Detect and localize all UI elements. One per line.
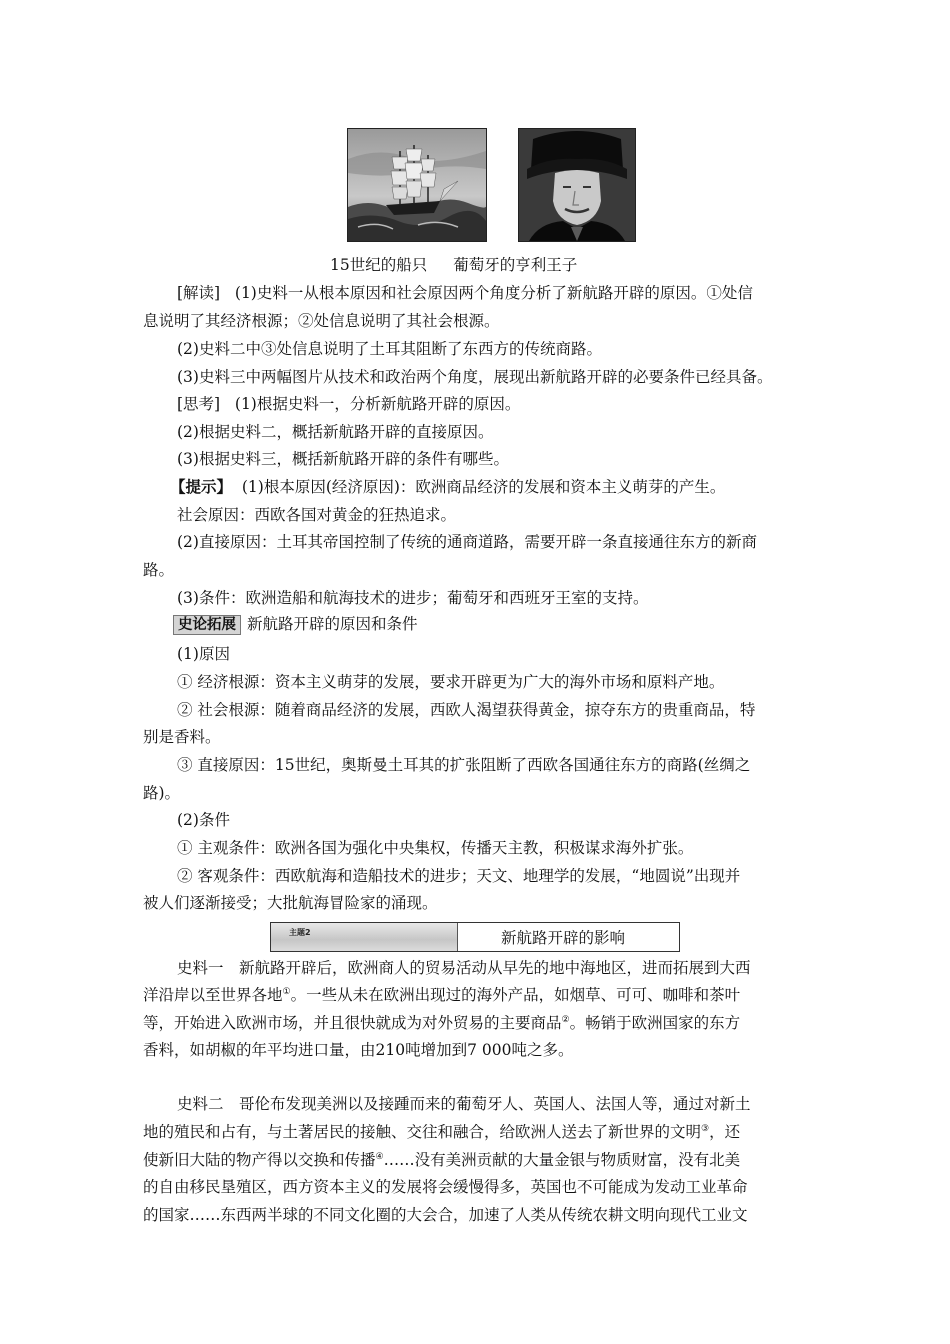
hint-label: 【提示】 (170, 477, 233, 496)
ship-caption: 15世纪的船只 (330, 256, 428, 274)
think-question-2: (2)根据史料二，概括新航路开辟的直接原因。 (177, 423, 494, 441)
material2-text-3a: 使新旧大陆的物产得以交换和传播 (143, 1151, 376, 1169)
interpretation-line-2: (2)史料二中③处信息说明了土耳其阻断了东西方的传统商路。 (177, 340, 602, 358)
reason-3a: ③ 直接原因：15世纪，奥斯曼土耳其的扩张阻断了西欧各国通往东方的商路(丝绸之 (177, 756, 751, 774)
topic-2-title: 新航路开辟的影响 (501, 929, 626, 947)
material2-line-2 (143, 1120, 740, 1142)
figures-row (347, 128, 607, 240)
portrait-image (518, 128, 636, 242)
material1-text-3b: 。畅销于欧洲国家的东方 (569, 1014, 741, 1032)
extension-heading (173, 612, 418, 635)
condition-2a: ② 客观条件：西欧航海和造船技术的进步；天文、地理学的发展，“地圆说”出现并 (177, 867, 741, 885)
footnote-marker-1: ① (282, 986, 291, 997)
reasons-heading: (1)原因 (177, 645, 230, 663)
material1-line-3 (143, 1011, 740, 1033)
extension-title: 新航路开辟的原因和条件 (247, 615, 418, 633)
topic-2-label: 主题2 (289, 928, 311, 937)
material1-line-1: 史料一 新航路开辟后，欧洲商人的贸易活动从早先的地中海地区，进而拓展到大西 (177, 959, 751, 977)
interpretation-line-1b: 息说明了其经济根源；②处信息说明了其社会根源。 (143, 312, 500, 330)
think-question-1: (1)根据史料一，分析新航路开辟的原因。 (234, 395, 521, 413)
material2-text-3b: ……没有美洲贡献的大量金银与物质财富，没有北美 (383, 1151, 741, 1169)
topic-2-label-box (271, 923, 458, 951)
material1-text-2b: 。一些从未在欧洲出现过的海外产品，如烟草、可可、咖啡和茶叶 (290, 986, 741, 1004)
material1-line-4: 香料，如胡椒的年平均进口量，由210吨增加到7 000吨之多。 (143, 1041, 574, 1059)
material2-line-5: 的国家……东西两半球的不同文化圈的大会合，加速了人类从传统农耕文明向现代工业文 (143, 1206, 748, 1224)
interpretation-line-1 (177, 281, 753, 303)
hint-answer-3: (3)条件：欧洲造船和航海技术的进步；葡萄牙和西班牙王室的支持。 (177, 589, 649, 607)
material1-text-3a: 等，开始进入欧洲市场，并且很快就成为对外贸易的主要商品 (143, 1014, 562, 1032)
sailing-ship-image (347, 128, 487, 242)
conditions-heading: (2)条件 (177, 811, 230, 829)
material2-line-3 (143, 1148, 740, 1170)
material2-text-2b: ，还 (709, 1123, 741, 1141)
reason-2b: 别是香料。 (143, 728, 221, 746)
hint-line-1 (170, 475, 725, 497)
think-label: [思考] (177, 395, 221, 413)
think-line-1 (177, 392, 520, 414)
reason-1: ① 经济根源：资本主义萌芽的发展，要求开辟更为广大的海外市场和原料产地。 (177, 673, 725, 691)
material2-text-2a: 地的殖民和占有，与土著居民的接触、交往和融合，给欧洲人送去了新世界的文明 (143, 1123, 702, 1141)
condition-1: ① 主观条件：欧洲各国为强化中央集权，传播天主教，积极谋求海外扩张。 (177, 839, 694, 857)
figure-captions (330, 253, 577, 275)
footnote-marker-2: ② (561, 1014, 570, 1025)
interpretation-text-1a: (1)史料一从根本原因和社会原因两个角度分析了新航路开辟的原因。①处信 (234, 284, 753, 302)
material1-text-2a: 洋沿岸以至世界各地 (143, 986, 283, 1004)
material1-line-2 (143, 983, 740, 1005)
interpretation-line-3: (3)史料三中两幅图片从技术和政治两个角度，展现出新航路开辟的必要条件已经具备。 (177, 368, 773, 386)
topic-2-banner (270, 922, 680, 952)
prince-caption: 葡萄牙的亨利王子 (453, 256, 578, 274)
hint-answer-2a: (2)直接原因：土耳其帝国控制了传统的通商道路，需要开辟一条直接通往东方的新商 (177, 533, 757, 551)
interpretation-label: [解读] (177, 284, 221, 302)
material2-line-1: 史料二 哥伦布发现美洲以及接踵而来的葡萄牙人、英国人、法国人等，通过对新土 (177, 1095, 751, 1113)
condition-2b: 被人们逐渐接受；大批航海冒险家的涌现。 (143, 894, 438, 912)
hint-answer-1: (1)根本原因(经济原因)：欧洲商品经济的发展和资本主义萌芽的产生。 (241, 478, 726, 496)
footnote-marker-3: ③ (701, 1123, 710, 1134)
reason-2a: ② 社会根源：随着商品经济的发展，西欧人渴望获得黄金，掠夺东方的贵重商品，特 (177, 701, 756, 719)
think-question-3: (3)根据史料三，概括新航路开辟的条件有哪些。 (177, 450, 509, 468)
reason-3b: 路)。 (143, 784, 181, 802)
material2-line-4: 的自由移民垦殖区，西方资本主义的发展将会缓慢得多，英国也不可能成为发动工业革命 (143, 1178, 748, 1196)
hint-answer-1b: 社会原因：西欧各国对黄金的狂热追求。 (177, 506, 457, 524)
extension-tag: 史论拓展 (173, 615, 241, 635)
hint-answer-2b: 路。 (143, 561, 175, 579)
footnote-marker-4: ④ (375, 1151, 384, 1162)
